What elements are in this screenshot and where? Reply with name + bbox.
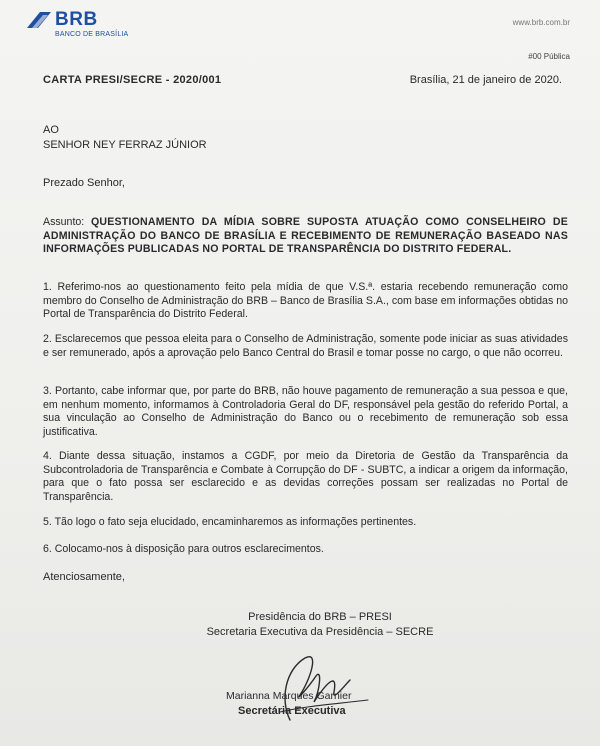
brand-name: BRB — [55, 9, 98, 30]
sender-line-2: Secretaria Executiva da Presidência – SECRE — [206, 626, 434, 638]
recipient-line-1: AO — [43, 124, 59, 136]
website-url: www.brb.com.br — [512, 18, 570, 27]
recipient-line-2: SENHOR NEY FERRAZ JÚNIOR — [43, 139, 207, 151]
paragraph-5: 5. Tão logo o fato seja elucidado, encaminharemos as informações pertinentes. — [43, 516, 417, 528]
paragraph-6: 6. Colocamo-nos à disposição para outros esclarecimentos. — [43, 543, 324, 555]
signer-name: Marianna Marques Garnier — [226, 690, 352, 702]
signer-role: Secretária Executiva — [238, 705, 346, 717]
brand-subtitle: BANCO DE BRASÍLIA — [55, 31, 129, 38]
paragraph-2: 2. Esclarecemos que pessoa eleita para o Conselho de Administração, somente pode iniciar as suas atividades e ser remunerado, após a aprovação pelo Banco Central do Brasil e tomar posse no cargo, o que não ocorreu. — [43, 333, 568, 359]
sender-line-1: Presidência do BRB – PRESI — [248, 611, 392, 623]
subject-block — [43, 216, 568, 257]
paragraph-4: 4. Diante dessa situação, instamos a CGDF, por meio da Diretoria de Gestão da Transparência da Subcontroladoria de Transparência e Combate à Corrupção do DF - SUBTC, a indicar a origem da informação, para que o fato possa ser esclarecido e as devidas correções possam ser realizadas no Portal de Transparência. — [43, 450, 568, 504]
subject-label: Assunto: — [43, 216, 85, 228]
subject-text: QUESTIONAMENTO DA MÍDIA SOBRE SUPOSTA ATUAÇÃO COMO CONSELHEIRO DE ADMINISTRAÇÃO DO BANCO DE BRASÍLIA E RECEBIMENTO DE REMUNERAÇÃO BASEADO NAS INFORMAÇÕES PUBLICADAS NO PORTAL DE TRANSPARÊNCIA DO DISTRITO FEDERAL. — [43, 216, 569, 256]
brb-wing-icon — [26, 10, 52, 30]
brb-logo — [26, 10, 128, 38]
paragraph-3: 3. Portanto, cabe informar que, por parte do BRB, não houve pagamento de remuneração a sua pessoa e que, em nenhum momento, informamos à Controladoria Geral do DF, responsável pela gestão do referido Portal, a sua vinculação ao Conselho de Administração do Banco ou o recebimento de remuneração sob essa justificativa. — [43, 385, 568, 439]
classification-label: #00 Pública — [528, 52, 570, 61]
letter-reference: CARTA PRESI/SECRE - 2020/001 — [43, 74, 222, 86]
greeting: Prezado Senhor, — [43, 177, 125, 189]
closing: Atenciosamente, — [43, 571, 125, 583]
letter-date: Brasília, 21 de janeiro de 2020. — [409, 74, 562, 86]
paragraph-1: 1. Referimo-nos ao questionamento feito pela mídia de que V.S.ª. estaria recebendo remuneração como membro do Conselho de Administração do BRB – Banco de Brasília S.A., com base em informações obtidas no Portal de Transparência do Distrito Federal. — [43, 281, 568, 321]
